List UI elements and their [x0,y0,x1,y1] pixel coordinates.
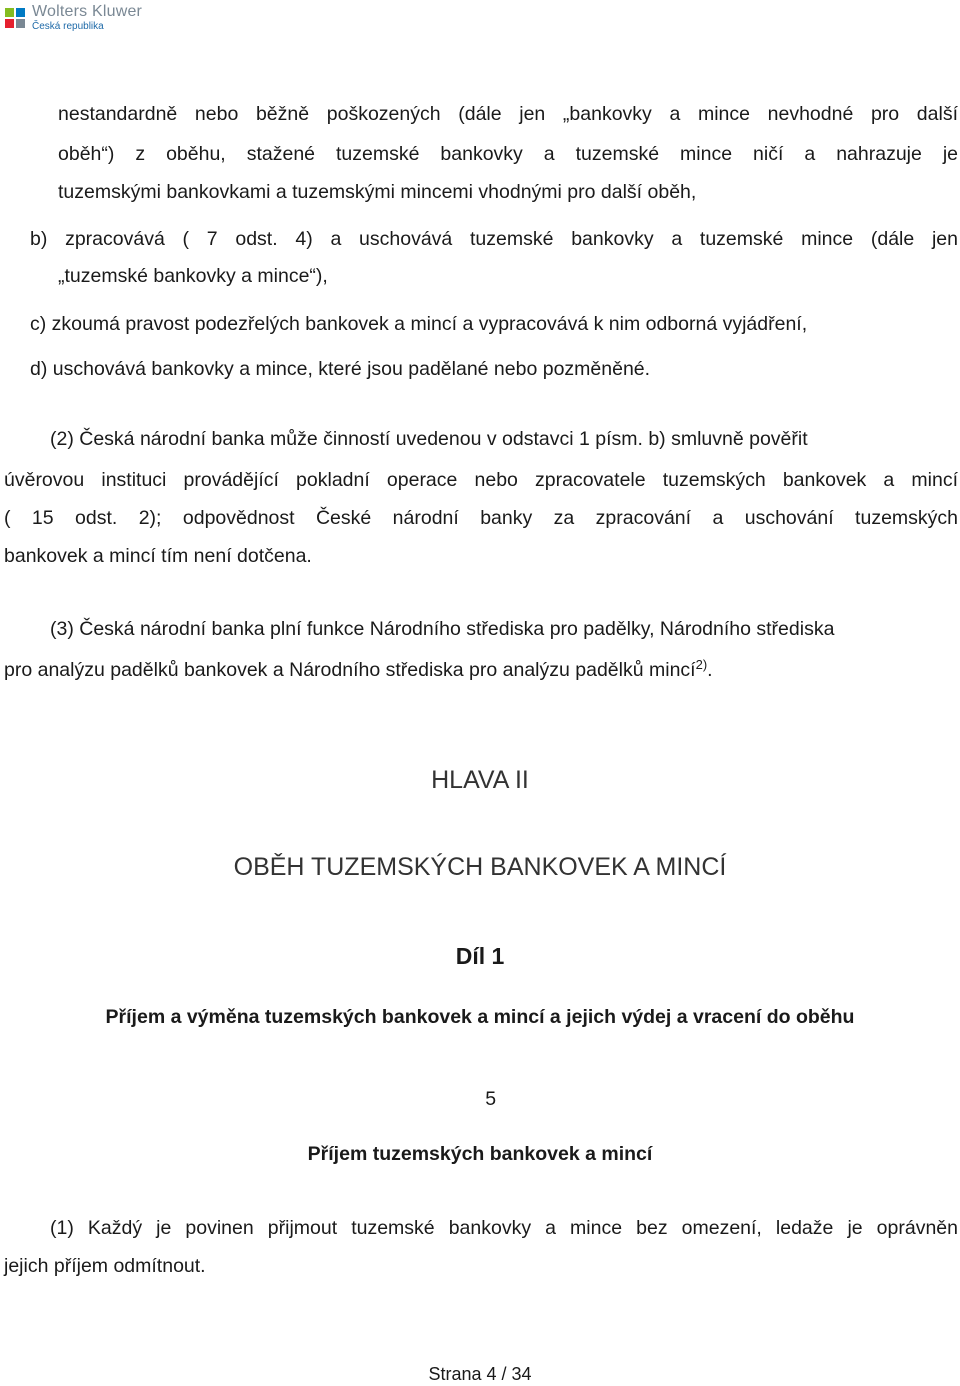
paragraph-line: (2) Česká národní banka může činností uvedenou v odstavci 1 písm. b) smluvně pověřit [50,428,808,450]
chapter-heading: HLAVA II [431,766,529,794]
paragraph-line: tuzemskými bankovkami a tuzemskými mincemi vhodnými pro další oběh, [58,181,697,203]
paragraph-line: (1) Každý je povinen přijmout tuzemské bankovky a mince bez omezení, ledaže je oprávněn [50,1217,958,1239]
paragraph-line: oběh“) z oběhu, stažené tuzemské bankovky a tuzemské mince ničí a nahrazuje je [58,143,958,165]
page-number: Strana 4 / 34 [428,1364,532,1384]
list-item-b: b) zpracovává ( 7 odst. 4) a uschovává tuzemské bankovky a tuzemské mince (dále jen [30,228,958,250]
footnote-reference[interactable]: 2) [695,657,708,672]
list-item-d: d) uschovává bankovky a mince, které jsou padělané nebo pozměněné. [30,358,651,380]
section-number [0,1085,960,1113]
section-title: Příjem tuzemských bankovek a mincí [307,1143,653,1165]
publisher-logo [4,4,142,32]
wolters-kluwer-logo-icon [4,7,26,29]
part-heading: Díl 1 [455,943,505,969]
paragraph-text: pro analýzu padělků bankovek a Národního střediska pro analýzu padělků mincí [4,659,696,681]
list-item-c: c) zkoumá pravost podezřelých bankovek a mincí a vypracovává k nim odborná vyjádření, [30,313,808,335]
paragraph-line: (3) Česká národní banka plní funkce Národního střediska pro padělky, Národního střediska [50,618,835,640]
chapter-title: OBĚH TUZEMSKÝCH BANKOVEK A MINCÍ [233,853,727,881]
paragraph-line [4,652,713,689]
logo-brand-name: Wolters Kluwer [32,3,143,20]
paragraph-line: jejich příjem odmítnout. [4,1255,206,1277]
list-item-b-continuation: „tuzemské bankovky a mince“), [58,265,328,287]
part-title: Příjem a výměna tuzemských bankovek a mincí a jejich výdej a vracení do oběhu [105,1006,855,1028]
paragraph-line: nestandardně nebo běžně poškozených (dále jen „bankovky a mince nevhodné pro další [58,103,958,125]
paragraph-end: . [707,659,713,681]
logo-country: Česká republika [32,21,104,32]
paragraph-line: ( 15 odst. 2); odpovědnost České národní banky za zpracování a uschování tuzemských [4,507,958,529]
section-number-value: 5 [485,1088,497,1110]
paragraph-line: bankovek a mincí tím není dotčena. [4,545,312,567]
paragraph-line: úvěrovou instituci provádějící pokladní operace nebo zpracovatele tuzemských bankovek a mincí [4,469,958,491]
